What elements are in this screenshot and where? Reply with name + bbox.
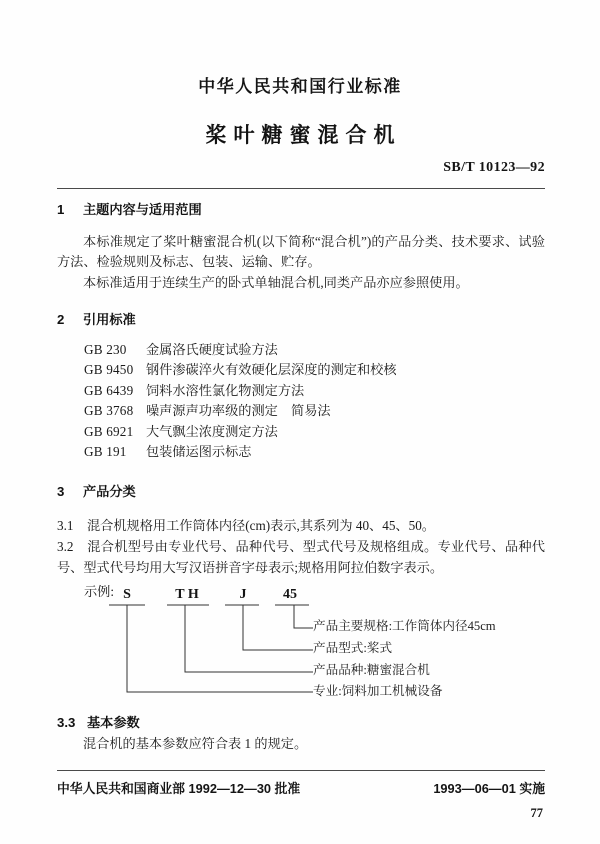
clause-text-3-1: 混合机规格用工作筒体内径(cm)表示,其系列为 40、45、50。 xyxy=(87,517,435,533)
list-item xyxy=(57,401,545,422)
standard-category: 中华人民共和国行业标准 xyxy=(198,77,402,96)
diagram-label-specification: 产品主要规格:工作筒体内径45cm xyxy=(313,619,496,633)
section-title-2: 引用标准 xyxy=(83,312,136,327)
section-1-paragraph-2: 本标准适用于连续生产的卧式单轴混合机,同类产品亦应参照使用。 xyxy=(83,274,469,290)
list-item xyxy=(57,422,545,443)
list-item xyxy=(57,340,545,361)
reference-title: 噪声源声功率级的测定 简易法 xyxy=(146,403,331,419)
standard-number: SB/T 10123—92 xyxy=(443,160,545,175)
clause-3-3 xyxy=(57,713,545,754)
page-number: 77 xyxy=(530,806,543,820)
reference-code: GB 3768 xyxy=(84,403,134,419)
list-item xyxy=(57,360,545,381)
clause-title-3-3: 基本参数 xyxy=(87,715,140,730)
referenced-standards-list xyxy=(57,340,545,464)
section-heading-3 xyxy=(57,482,545,503)
reference-code: GB 9450 xyxy=(84,362,134,378)
reference-code: GB 6921 xyxy=(84,423,134,439)
footer xyxy=(57,778,545,797)
example-label: 示例: xyxy=(84,584,115,600)
reference-code: GB 6439 xyxy=(84,382,134,398)
reference-title: 金属洛氏硬度试验方法 xyxy=(146,341,278,357)
model-designation-diagram xyxy=(57,584,545,704)
header-divider xyxy=(57,188,545,189)
clause-number-3-3: 3.3 xyxy=(57,715,76,730)
section-number-2: 2 xyxy=(57,312,65,327)
clause-3-2 xyxy=(57,537,545,578)
clause-heading-3-3 xyxy=(57,713,545,734)
section-number-3: 3 xyxy=(57,484,65,500)
diagram-label-variety: 产品品种:糖蜜混合机 xyxy=(313,663,430,677)
code-letter-s: S xyxy=(123,587,131,602)
clause-number-3-2: 3.2 xyxy=(57,539,74,555)
clause-text-3-2: 混合机型号由专业代号、品种代号、型式代号及规格组成。专业代号、品种代号、型式代号均用大写汉语拼音字母表示;规格用阿拉伯数字表示。 xyxy=(57,539,545,575)
approval-statement: 中华人民共和国商业部 1992—12—30 批准 xyxy=(57,781,301,796)
list-item xyxy=(57,442,545,463)
reference-title: 饲料水溶性氯化物测定方法 xyxy=(146,382,305,398)
document-body xyxy=(57,200,545,603)
code-letter-th: T H xyxy=(175,587,199,602)
model-designation-leader-lines xyxy=(57,584,545,704)
diagram-label-discipline: 专业:饲料加工机械设备 xyxy=(313,684,443,698)
reference-code: GB 191 xyxy=(84,444,127,460)
section-1-paragraph-1: 本标准规定了桨叶糖蜜混合机(以下简称“混合机”)的产品分类、技术要求、试验方法、检验规则及标志、包装、运输、贮存。 xyxy=(57,233,545,269)
section-heading-2 xyxy=(57,310,545,331)
code-letter-j: J xyxy=(239,587,247,602)
section-heading-1 xyxy=(57,200,545,221)
footer-divider xyxy=(57,770,545,771)
clause-3-1 xyxy=(57,516,545,537)
reference-title: 包装储运图示标志 xyxy=(146,444,252,460)
standard-title: 桨叶糖蜜混合机 xyxy=(205,124,402,147)
list-item xyxy=(57,381,545,402)
section-title-3: 产品分类 xyxy=(83,484,136,500)
clause-text-3-3: 混合机的基本参数应符合表 1 的规定。 xyxy=(83,735,308,751)
implementation-statement: 1993—06—01 实施 xyxy=(433,781,545,796)
code-letter-45: 45 xyxy=(283,587,297,602)
reference-title: 大气飘尘浓度测定方法 xyxy=(146,423,278,439)
diagram-label-type: 产品型式:桨式 xyxy=(313,641,393,655)
section-number-1: 1 xyxy=(57,202,65,217)
document-header xyxy=(0,72,600,149)
reference-title: 钢件渗碳淬火有效硬化层深度的测定和校核 xyxy=(146,362,397,378)
clause-number-3-1: 3.1 xyxy=(57,517,74,533)
section-title-1: 主题内容与适用范围 xyxy=(83,202,202,217)
reference-code: GB 230 xyxy=(84,341,127,357)
